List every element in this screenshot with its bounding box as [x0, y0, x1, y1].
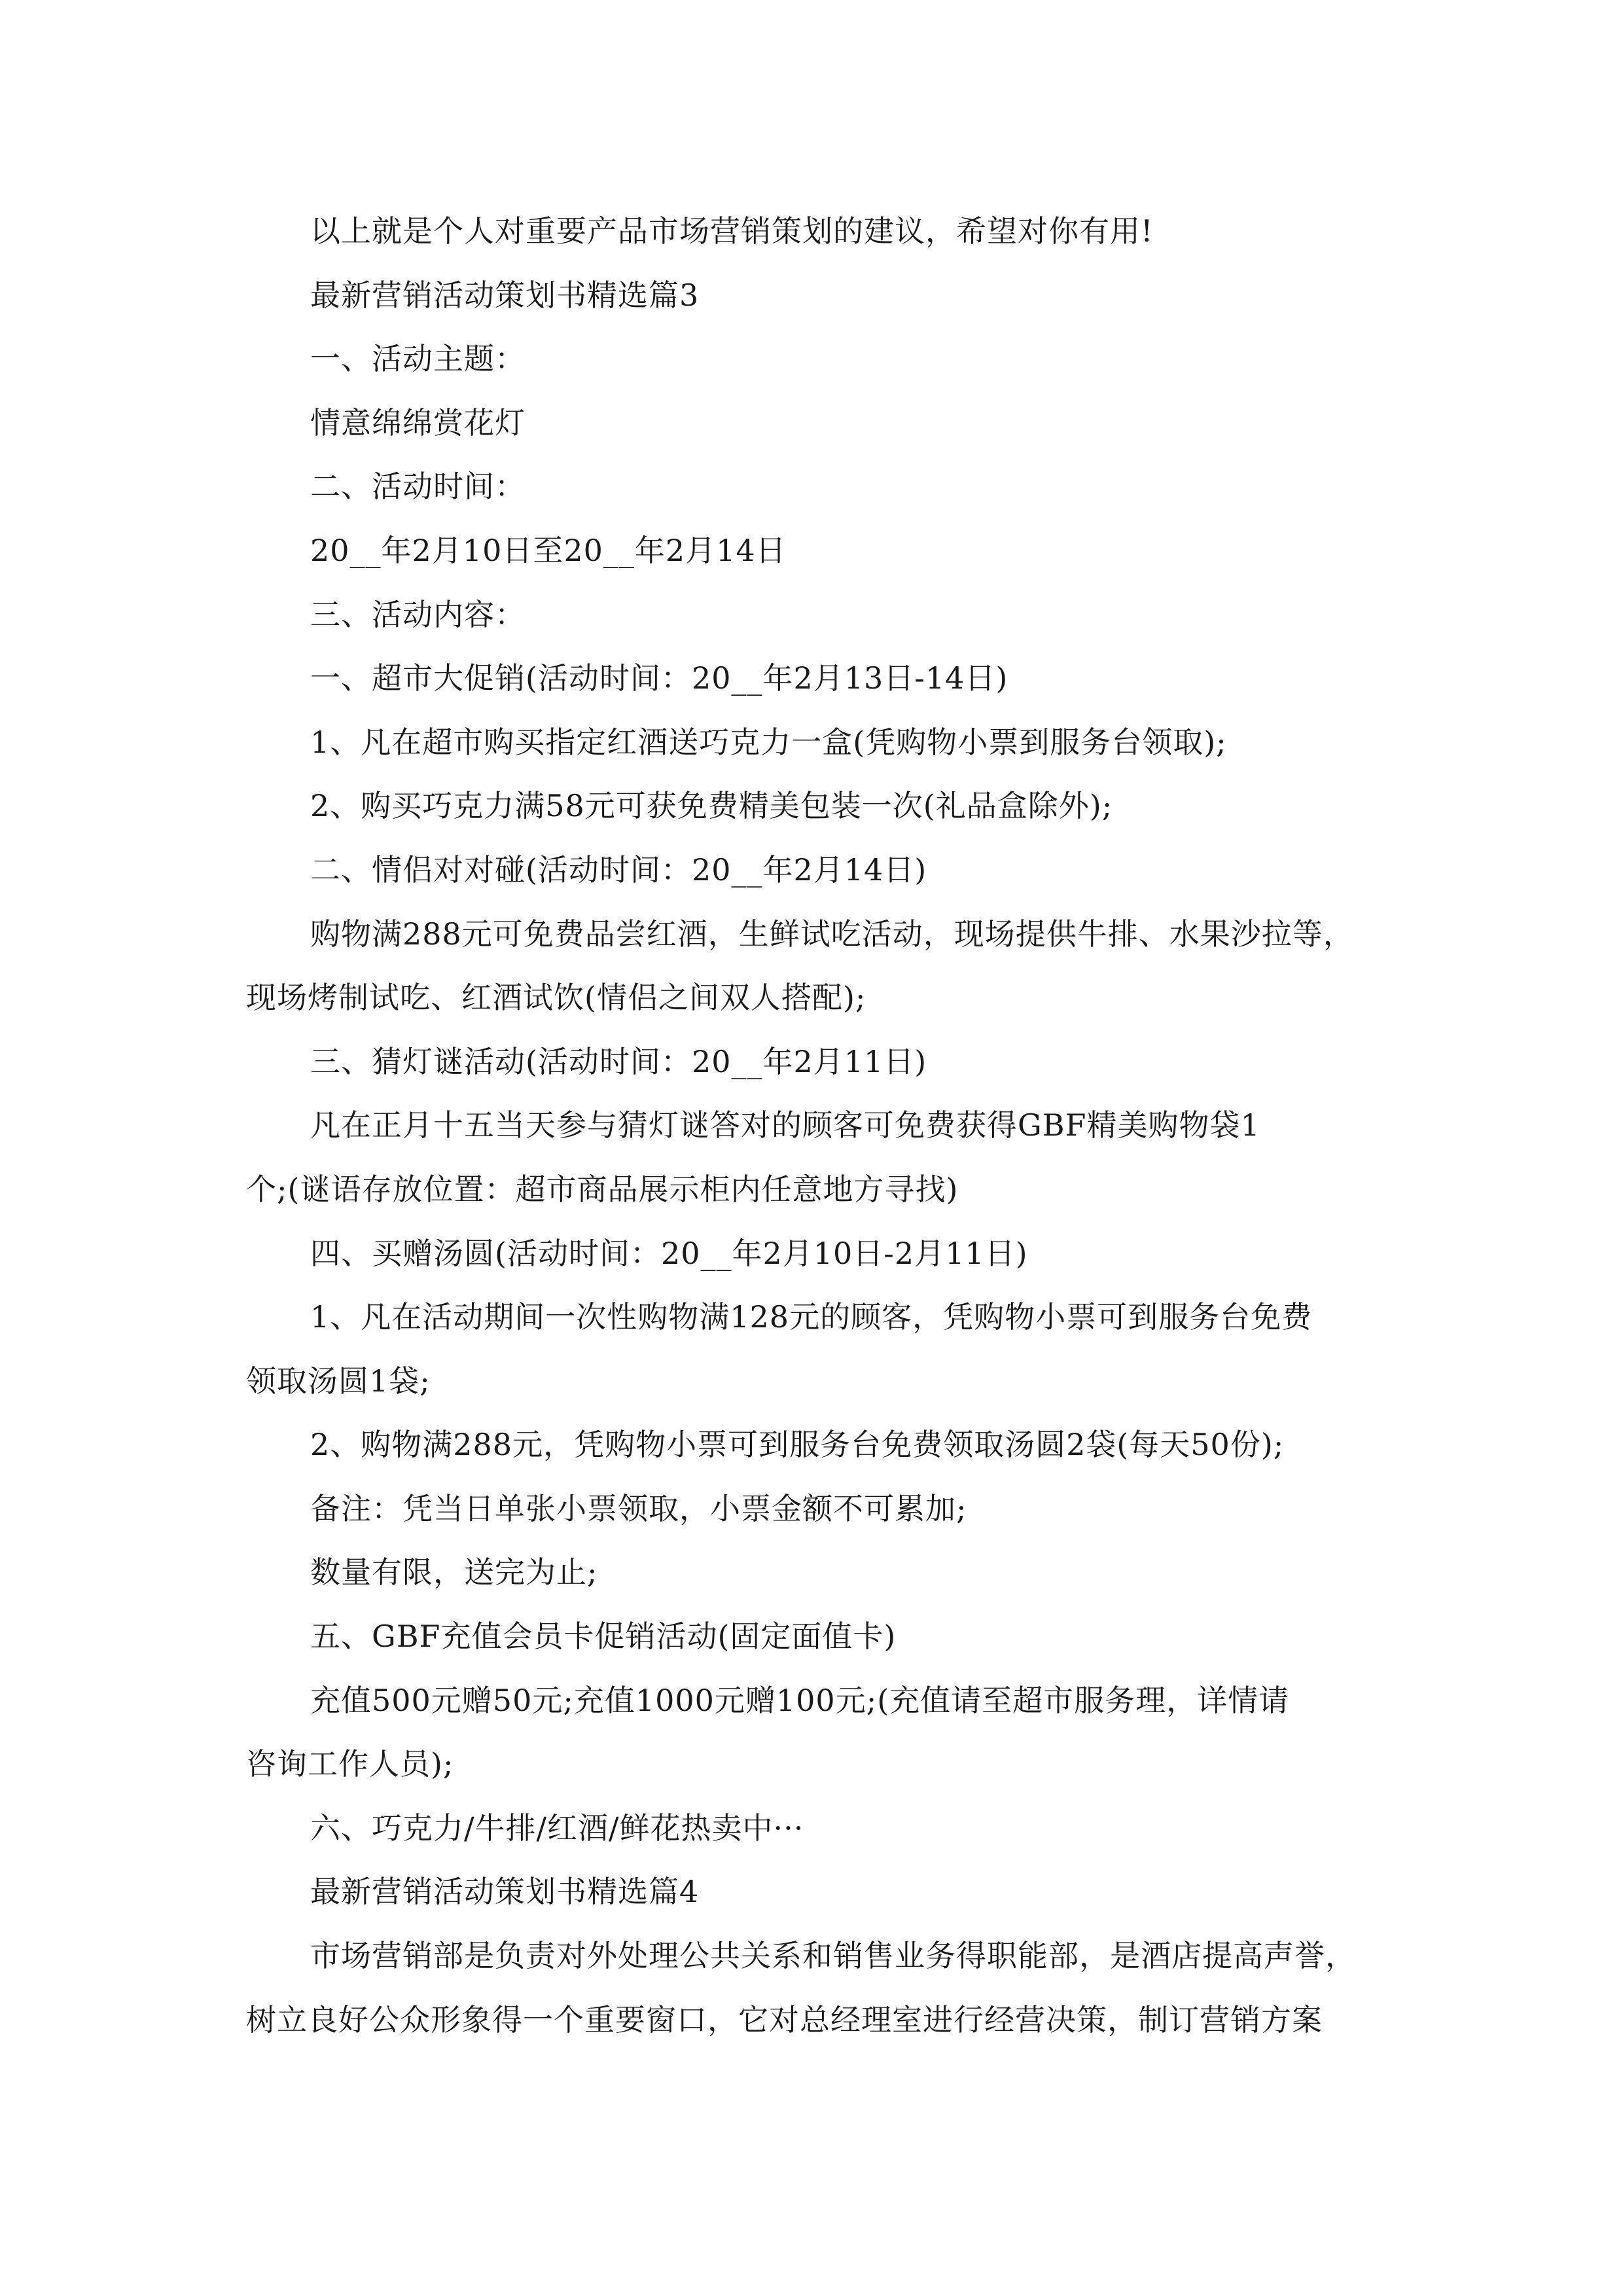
document-body	[246, 200, 1378, 2052]
text-line: 五、GBF充值会员卡促销活动(固定面值卡)	[310, 1619, 897, 1655]
text-line: 2、购买巧克力满58元可获免费精美包装一次(礼品盒除外);	[310, 788, 1113, 824]
text-line: 购物满288元可免费品尝红酒，生鲜试吃活动，现场提供牛排、水果沙拉等，	[310, 916, 1354, 952]
text-line: 二、活动时间：	[310, 469, 526, 505]
text-line: 一、活动主题：	[310, 341, 526, 377]
text-line: 1、凡在超市购买指定红酒送巧克力一盒(凭购物小票到服务台领取);	[310, 724, 1227, 760]
text-line: 凡在正月十五当天参与猜灯谜答对的顾客可免费获得GBF精美购物袋1	[310, 1107, 1260, 1143]
text-line: 备注：凭当日单张小票领取，小票金额不可累加;	[310, 1490, 967, 1526]
text-line: 充值500元赠50元;充值1000元赠100元;(充值请至超市服务理，详情请	[310, 1682, 1290, 1718]
text-line: 以上就是个人对重要产品市场营销策划的建议，希望对你有用!	[310, 213, 1154, 249]
text-line: 树立良好公众形象得一个重要窗口，它对总经理室进行经营决策，制订营销方案	[246, 2001, 1323, 2037]
text-line: 情意绵绵赏花灯	[310, 404, 526, 440]
text-line: 市场营销部是负责对外处理公共关系和销售业务得职能部，是酒店提高声誉，	[310, 1938, 1356, 1974]
text-line: 最新营销活动策划书精选篇3	[310, 277, 700, 313]
text-line: 2、购物满288元，凭购物小票可到服务台免费领取汤圆2袋(每天50份);	[310, 1427, 1285, 1463]
text-line: 领取汤圆1袋;	[246, 1363, 431, 1399]
text-line: 数量有限，送完为止;	[310, 1554, 598, 1590]
text-line: 三、猜灯谜活动(活动时间：20__年2月11日)	[310, 1043, 927, 1079]
text-line: 1、凡在活动期间一次性购物满128元的顾客，凭购物小票可到服务台免费	[310, 1299, 1313, 1335]
text-line: 六、巧克力/牛排/红酒/鲜花热卖中···	[310, 1810, 804, 1846]
text-line: 20__年2月10日至20__年2月14日	[310, 532, 787, 568]
text-line: 现场烤制试吃、红酒试饮(情侣之间双人搭配);	[246, 980, 866, 1016]
text-line: 四、买赠汤圆(活动时间：20__年2月10日-2月11日)	[310, 1235, 1028, 1271]
text-line: 三、活动内容：	[310, 596, 526, 632]
text-line: 二、情侣对对碰(活动时间：20__年2月14日)	[310, 852, 927, 888]
text-line: 一、超市大促销(活动时间：20__年2月13日-14日)	[310, 660, 1008, 696]
text-line: 个;(谜语存放位置：超市商品展示柜内任意地方寻找)	[246, 1171, 959, 1207]
text-line: 最新营销活动策划书精选篇4	[310, 1874, 700, 1910]
text-line: 咨询工作人员);	[246, 1746, 454, 1782]
